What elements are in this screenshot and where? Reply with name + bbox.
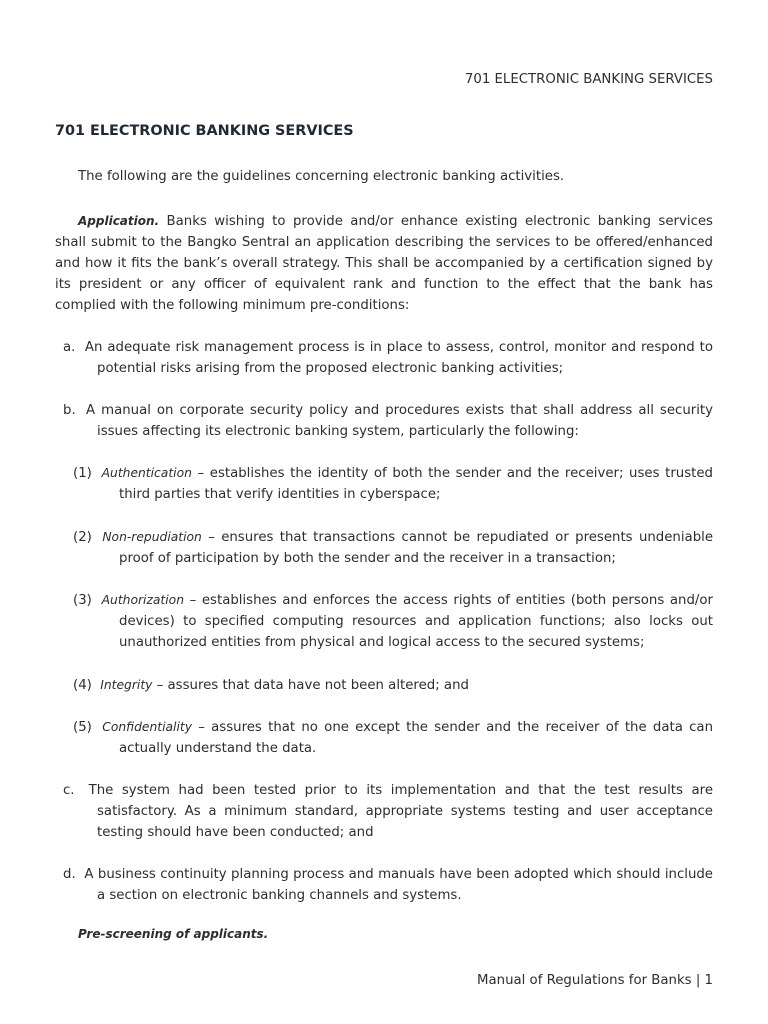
security-item-confidentiality: (5) Confidentiality – assures that no one except the sender and the receiver of the data can actually understand the data. (73, 720, 713, 756)
intro-paragraph: The following are the guidelines concerning electronic banking activities. (78, 169, 565, 184)
security-term: Authorization (101, 593, 184, 607)
security-text: – establishes the identity of both the sender and the receiver; uses trusted third parties that verify identities in cyberspace; (119, 466, 713, 502)
application-text: Banks wishing to provide and/or enhance existing electronic banking services shall submit to the Bangko Sentral an application describing the services to be offered/enhanced and how it fits the bank’s overall strategy. This shall be accompanied by a certification signed by its president or any officer of equivalent rank and function to the effect that the bank has complied with the following minimum pre-conditions: (55, 214, 713, 313)
security-item-integrity: (4) Integrity – assures that data have not been altered; and (73, 678, 469, 693)
condition-text: A business continuity planning process and manuals have been adopted which should include a section on electronic banking channels and systems. (84, 867, 713, 903)
condition-c: c. The system had been tested prior to its implementation and that the test results are satisfactory. As a minimum standard, appropriate systems testing and user acceptance testing should have been conducted; and (63, 783, 713, 840)
security-text: – assures that no one except the sender and the receiver of the data can actually understand the data. (119, 720, 713, 756)
condition-b: b. A manual on corporate security policy and procedures exists that shall address all security issues affecting its electronic banking system, particularly the following: (63, 403, 713, 439)
application-lead: Application. (78, 214, 160, 228)
condition-text: A manual on corporate security policy and procedures exists that shall address all security issues affecting its electronic banking system, particularly the following: (86, 403, 713, 439)
security-term: Confidentiality (102, 720, 192, 734)
security-item-non-repudiation: (2) Non-repudiation – ensures that transactions cannot be repudiated or presents undeniable proof of participation by both the sender and the receiver in a transaction; (73, 530, 714, 566)
security-text: – ensures that transactions cannot be repudiated or presents undeniable proof of participation by both the sender and the receiver in a transaction; (119, 530, 714, 566)
security-term: Authentication (101, 466, 192, 480)
security-item-authorization: (3) Authorization – establishes and enforces the access rights of entities (both persons and/or devices) to specified computing resources and application functions; also locks out unauthorized entities from physical and logical access to the secured systems; (73, 593, 713, 650)
condition-text: An adequate risk management process is in place to assess, control, monitor and respond to potential risks arising from the proposed electronic banking activities; (84, 340, 713, 376)
condition-a: a. An adequate risk management process is in place to assess, control, monitor and respond to potential risks arising from the proposed electronic banking activities; (63, 340, 713, 376)
condition-d: d. A business continuity planning process and manuals have been adopted which should include a section on electronic banking channels and systems. (63, 867, 713, 903)
prescreening-heading: Pre-screening of applicants. (78, 927, 269, 941)
running-header: 701 ELECTRONIC BANKING SERVICES (464, 72, 713, 87)
page-footer: Manual of Regulations for Banks | 1 (477, 973, 713, 988)
section-title: 701 ELECTRONIC BANKING SERVICES (55, 123, 354, 139)
condition-text: The system had been tested prior to its implementation and that the test results are satisfactory. As a minimum standard, appropriate systems testing and user acceptance testing should have been conducted; and (88, 783, 713, 840)
security-item-authentication: (1) Authentication – establishes the identity of both the sender and the receiver; uses trusted third parties that verify identities in cyberspace; (73, 466, 713, 502)
security-term: Non-repudiation (102, 530, 202, 544)
security-term: Integrity (100, 678, 153, 692)
security-text: – establishes and enforces the access rights of entities (both persons and/or devices) to specified computing resources and application functions; also locks out unauthorized entities from physical and logical access to the secured systems; (119, 593, 713, 650)
security-text: – assures that data have not been altered; and (152, 678, 469, 693)
application-paragraph (55, 211, 713, 316)
